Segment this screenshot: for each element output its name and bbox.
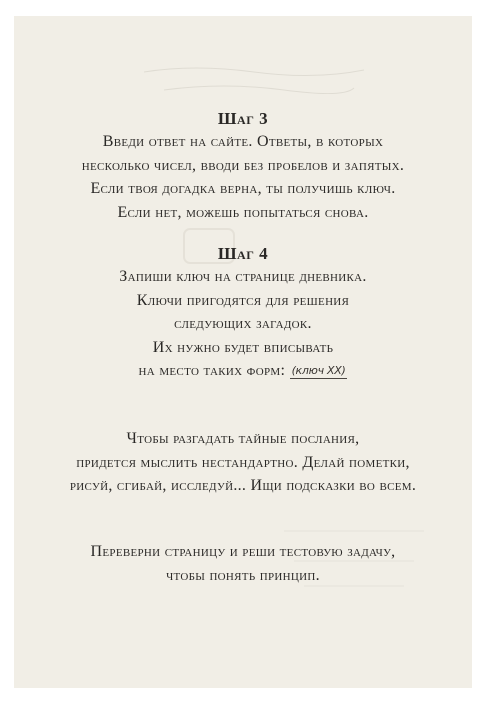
hint-line: Чтобы разгадать тайные послания,	[126, 430, 360, 447]
closing-paragraph	[14, 540, 472, 587]
closing-line: чтобы понять принцип.	[166, 566, 320, 584]
step4-line: Их нужно будет вписывать	[152, 338, 334, 356]
step4-section	[14, 244, 472, 383]
closing-line: Переверни страницу и реши тестовую задачу,	[90, 543, 396, 560]
bleed-through-text	[134, 60, 374, 100]
hint-line: рисуй, сгибай, исследуй... Ищи подсказки во всем.	[69, 477, 417, 494]
step4-heading: Шаг 4	[217, 244, 269, 263]
hint-line: придется мыслить нестандартно. Делай пометки,	[76, 453, 410, 471]
key-form-example: (ключ XX)	[291, 364, 346, 377]
step3-line: несколько чисел, вводи без пробелов и запятых.	[81, 156, 405, 174]
book-page	[14, 16, 472, 688]
step4-line: на место таких форм:	[138, 362, 286, 379]
step4-line: следующих загадок.	[174, 315, 312, 332]
step3-section	[14, 109, 472, 224]
step4-line: Запиши ключ на странице дневника.	[119, 268, 367, 285]
step3-heading: Шаг 3	[217, 109, 269, 128]
step4-line: Ключи пригодятся для решения	[136, 291, 350, 309]
step4-line-with-form	[14, 359, 472, 383]
step3-line: Если нет, можешь попытаться снова.	[117, 203, 369, 221]
step3-line: Введи ответ на сайте. Ответы, в которых	[102, 133, 384, 150]
step3-line: Если твоя догадка верна, ты получишь ключ.	[90, 180, 396, 197]
bleed-through-scribble	[134, 60, 374, 100]
hint-paragraph	[14, 427, 472, 498]
